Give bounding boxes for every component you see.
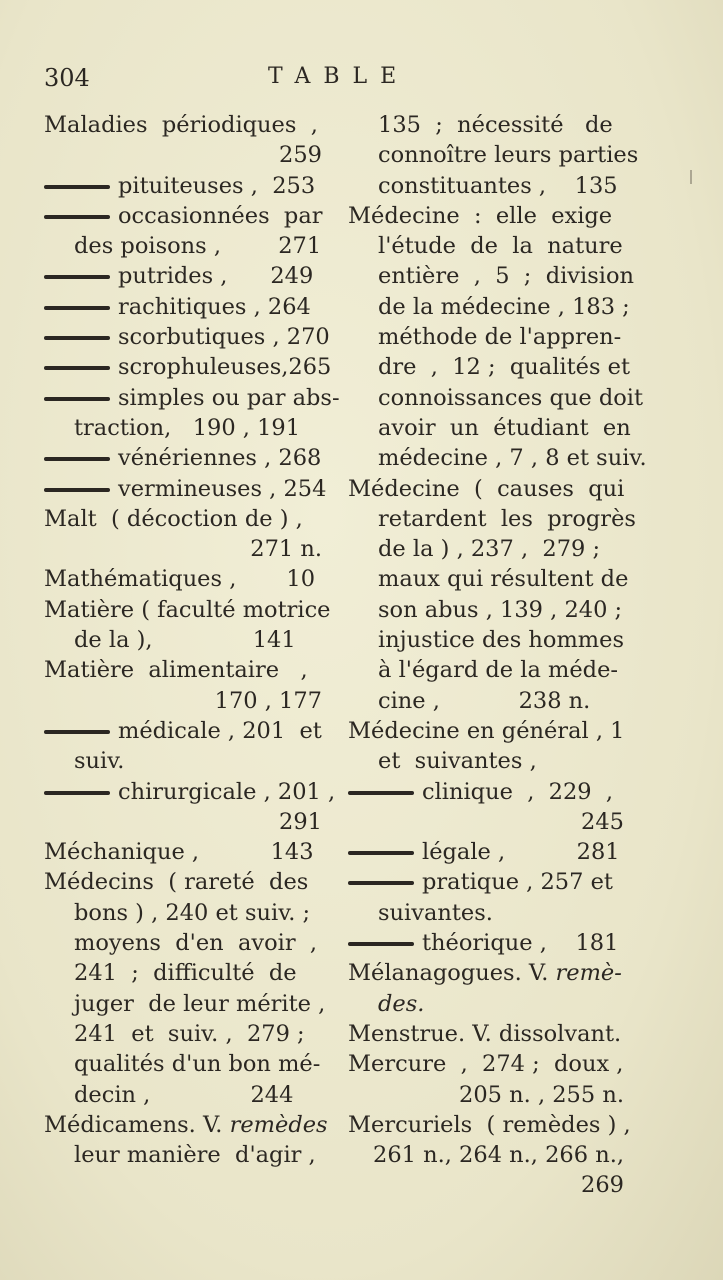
ditto-dash bbox=[44, 488, 110, 492]
left-column bbox=[44, 110, 340, 1170]
index-line-text: 170 , 177 bbox=[214, 687, 322, 714]
index-line bbox=[44, 504, 322, 534]
index-line bbox=[44, 171, 322, 201]
ditto-dash bbox=[44, 397, 110, 401]
index-line-text: Médecins ( rareté des bbox=[44, 869, 309, 896]
index-line-text: 271 n. bbox=[250, 536, 322, 563]
index-line bbox=[348, 261, 634, 291]
index-line-text: traction, 190 , 191 bbox=[74, 414, 301, 441]
index-line-text: des poisons , 271 bbox=[74, 233, 322, 260]
index-line bbox=[348, 1049, 624, 1079]
ditto-dash bbox=[44, 185, 110, 189]
index-line-text: 261 n., 264 n., 266 n., bbox=[373, 1142, 624, 1169]
index-line bbox=[44, 837, 322, 867]
right-column bbox=[348, 110, 647, 1201]
index-line-text: 241 et suiv. , 279 ; bbox=[74, 1020, 305, 1047]
index-line bbox=[44, 322, 330, 352]
ditto-dash bbox=[44, 336, 110, 340]
index-line-text: théorique , 181 bbox=[422, 930, 619, 957]
index-line-italic: remèdes bbox=[229, 1111, 328, 1138]
index-line bbox=[44, 1080, 322, 1110]
index-line-text: méthode de l'appren- bbox=[378, 324, 622, 351]
index-line bbox=[348, 867, 624, 897]
index-line bbox=[348, 686, 624, 716]
index-line bbox=[44, 807, 322, 837]
running-head: TABLE bbox=[268, 64, 410, 89]
index-line-text: moyens d'en avoir , bbox=[74, 930, 318, 957]
index-line bbox=[348, 292, 630, 322]
index-line bbox=[348, 443, 647, 473]
index-line-text: Matière alimentaire , bbox=[44, 657, 308, 684]
index-line-text: pituiteuses , 253 bbox=[118, 172, 316, 199]
ditto-dash bbox=[44, 457, 110, 461]
index-line-text: suivantes. bbox=[378, 899, 493, 926]
index-line bbox=[44, 686, 322, 716]
index-line bbox=[348, 989, 624, 1019]
index-line-text: scrophuleuses,265 bbox=[118, 354, 332, 381]
index-line bbox=[44, 898, 322, 928]
index-line bbox=[348, 1019, 624, 1049]
index-line bbox=[44, 292, 322, 322]
ditto-dash bbox=[348, 791, 414, 795]
index-line bbox=[348, 110, 624, 140]
index-line-text: 205 n. , 255 n. bbox=[459, 1081, 624, 1108]
index-line bbox=[44, 958, 322, 988]
index-line-text: Médecine ( causes qui bbox=[348, 475, 625, 502]
index-line bbox=[44, 352, 332, 382]
ditto-dash bbox=[44, 791, 110, 795]
index-line-text: connoissances que doit bbox=[378, 384, 644, 411]
index-line-text: Malt ( décoction de ) , bbox=[44, 505, 303, 532]
index-line-text: connoître leurs parties bbox=[378, 142, 639, 169]
index-line bbox=[348, 534, 624, 564]
paper-mark bbox=[690, 170, 692, 184]
index-line bbox=[348, 140, 639, 170]
index-line-italic: remè- bbox=[555, 960, 622, 987]
index-line bbox=[348, 807, 624, 837]
index-line-text: scorbutiques , 270 bbox=[118, 324, 330, 351]
index-line-text: rachitiques , 264 bbox=[118, 293, 311, 320]
index-line bbox=[44, 655, 322, 685]
index-line bbox=[44, 625, 322, 655]
index-line-text: 291 bbox=[279, 808, 322, 835]
index-line-text: Médecine : elle exige bbox=[348, 202, 613, 229]
index-line-text: l'étude de la nature bbox=[378, 233, 623, 260]
index-line-text: Mercure , 274 ; doux , bbox=[348, 1051, 624, 1078]
index-line-text: Maladies périodiques , bbox=[44, 112, 318, 138]
index-line bbox=[44, 716, 322, 746]
index-line-text: occasionnées par bbox=[118, 202, 323, 229]
index-line-text: vermineuses , 254 bbox=[118, 475, 327, 502]
index-line-text: légale , 281 bbox=[422, 839, 620, 866]
index-line bbox=[44, 928, 322, 958]
index-line-text: juger de leur mérite , bbox=[74, 990, 326, 1017]
index-line-text: putrides , 249 bbox=[118, 263, 314, 290]
index-line bbox=[348, 655, 624, 685]
ditto-dash bbox=[44, 730, 110, 734]
index-line bbox=[44, 413, 322, 443]
ditto-dash bbox=[348, 881, 414, 885]
index-line-text: de la ), 141 bbox=[74, 627, 296, 654]
index-line bbox=[348, 413, 631, 443]
index-line-text: chirurgicale , 201 , bbox=[118, 778, 336, 805]
ditto-dash bbox=[348, 942, 414, 946]
index-line-text: clinique , 229 , bbox=[422, 778, 614, 805]
index-line-text: vénériennes , 268 bbox=[118, 445, 322, 472]
index-line-text: à l'égard de la méde- bbox=[378, 657, 618, 684]
index-line-text: suiv. bbox=[74, 748, 125, 775]
index-line bbox=[44, 989, 326, 1019]
ditto-dash bbox=[348, 851, 414, 855]
index-line bbox=[348, 564, 629, 594]
index-line bbox=[44, 746, 322, 776]
index-line-text: Mathématiques , 10 bbox=[44, 566, 316, 593]
index-line bbox=[348, 625, 624, 655]
index-line bbox=[348, 746, 624, 776]
index-line-italic: des. bbox=[378, 990, 425, 1017]
index-line-text: 259 bbox=[279, 142, 322, 169]
index-line-text: avoir un étudiant en bbox=[378, 414, 631, 441]
index-line-text: retardent les progrès bbox=[378, 505, 636, 532]
index-line-text: pratique , 257 et bbox=[422, 869, 613, 896]
index-line bbox=[44, 474, 327, 504]
index-line bbox=[44, 595, 331, 625]
index-line-text: Matière ( faculté motrice bbox=[44, 596, 331, 623]
index-line-text: dre , 12 ; qualités et bbox=[378, 354, 631, 381]
index-line bbox=[348, 716, 624, 746]
index-line bbox=[44, 110, 322, 140]
index-line bbox=[44, 201, 322, 231]
index-line-text: maux qui résultent de bbox=[378, 566, 629, 593]
index-line-text: et suivantes , bbox=[378, 748, 537, 775]
index-line bbox=[348, 383, 644, 413]
index-line-text: 135 ; nécessité de bbox=[378, 112, 613, 138]
index-line-text: qualités d'un bon mé- bbox=[74, 1051, 321, 1078]
index-line-text: injustice des hommes bbox=[378, 627, 624, 654]
index-line bbox=[44, 777, 336, 807]
index-line bbox=[44, 534, 322, 564]
index-line bbox=[348, 777, 624, 807]
index-line-text: 245 bbox=[581, 808, 624, 835]
ditto-dash bbox=[44, 275, 110, 279]
index-line-text: de la ) , 237 , 279 ; bbox=[378, 536, 601, 563]
index-line bbox=[44, 1049, 322, 1079]
ditto-dash bbox=[44, 306, 110, 310]
index-line bbox=[44, 867, 322, 897]
page-number: 304 bbox=[44, 64, 90, 92]
index-line bbox=[348, 1140, 624, 1170]
index-line-text: constituantes , 135 bbox=[378, 172, 618, 199]
index-line-text: 269 bbox=[581, 1172, 624, 1199]
index-line bbox=[348, 504, 636, 534]
index-line-text: Menstrue. V. dissolvant. bbox=[348, 1020, 622, 1047]
index-line bbox=[44, 261, 322, 291]
index-line-text: cine , 238 n. bbox=[378, 687, 591, 714]
index-line-text: médecine , 7 , 8 et suiv. bbox=[378, 445, 647, 472]
index-line bbox=[348, 898, 624, 928]
index-line-text: 241 ; difficulté de bbox=[74, 960, 297, 987]
index-line bbox=[44, 140, 322, 170]
index-line bbox=[44, 231, 322, 261]
index-line bbox=[348, 1080, 624, 1110]
index-line-text: Médecine en général , 1 bbox=[348, 717, 625, 744]
index-line-text: entière , 5 ; division bbox=[378, 263, 634, 290]
ditto-dash bbox=[44, 366, 110, 370]
index-line bbox=[44, 443, 322, 473]
index-line bbox=[348, 595, 624, 625]
index-line bbox=[348, 352, 631, 382]
index-line-text: Mélanagogues. V. bbox=[348, 960, 556, 987]
index-line bbox=[348, 958, 624, 988]
index-line bbox=[44, 1110, 328, 1140]
index-line bbox=[348, 171, 624, 201]
index-line bbox=[44, 1140, 322, 1170]
ditto-dash bbox=[44, 215, 110, 219]
index-line bbox=[44, 1019, 322, 1049]
index-line-text: son abus , 139 , 240 ; bbox=[378, 596, 623, 623]
index-line bbox=[348, 474, 624, 504]
index-line-text: Méchanique , 143 bbox=[44, 839, 314, 866]
index-line bbox=[348, 1110, 631, 1140]
index-line bbox=[348, 322, 624, 352]
index-line-text: bons ) , 240 et suiv. ; bbox=[74, 899, 311, 926]
index-line-text: de la médecine , 183 ; bbox=[378, 293, 630, 320]
index-line bbox=[348, 231, 624, 261]
index-line bbox=[44, 383, 340, 413]
index-line bbox=[44, 564, 322, 594]
index-line-text: decin , 244 bbox=[74, 1081, 294, 1108]
index-line bbox=[348, 201, 624, 231]
index-line bbox=[348, 1170, 624, 1200]
index-line bbox=[348, 928, 624, 958]
index-line-text: médicale , 201 et bbox=[118, 717, 322, 744]
index-line bbox=[348, 837, 624, 867]
index-line-text: leur manière d'agir , bbox=[74, 1142, 316, 1169]
index-line-text: Médicamens. V. bbox=[44, 1111, 230, 1138]
index-line-text: simples ou par abs- bbox=[118, 384, 340, 411]
index-line-text: Mercuriels ( remèdes ) , bbox=[348, 1111, 631, 1138]
